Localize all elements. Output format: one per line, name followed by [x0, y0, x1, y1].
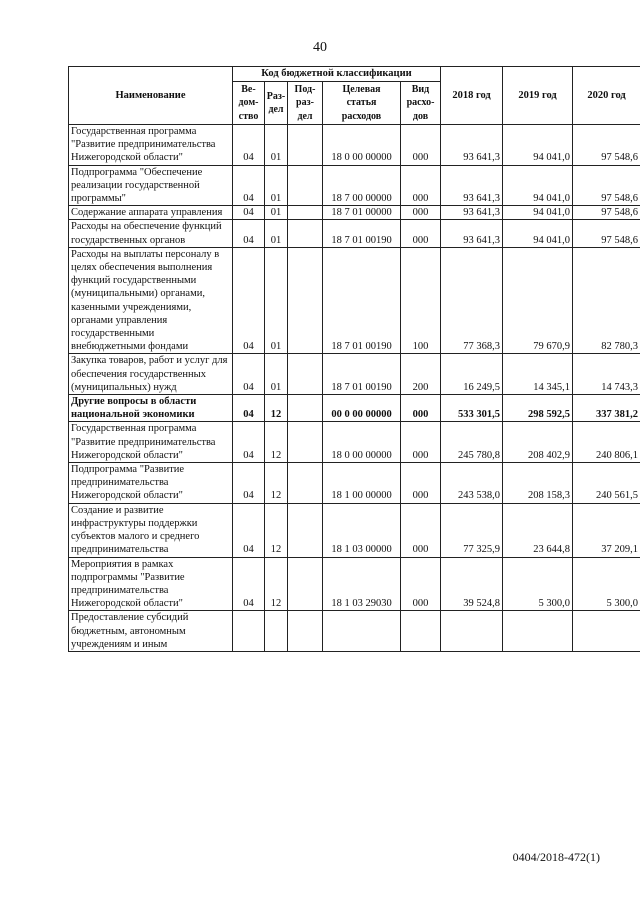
row-razdel: 01: [265, 125, 288, 166]
row-razdel: 12: [265, 503, 288, 557]
row-celevaya-statya: 18 7 01 00190: [323, 220, 401, 247]
row-vid-rashodov: 000: [401, 220, 441, 247]
row-vedomstvo: 04: [233, 125, 265, 166]
row-value-2020: 5 300,0: [573, 557, 640, 611]
row-value-2020: 337 381,2: [573, 395, 640, 422]
row-vid-rashodov: 000: [401, 125, 441, 166]
row-value-2019: 14 345,1: [503, 354, 573, 395]
row-value-2020: 97 548,6: [573, 220, 640, 247]
row-razdel: 01: [265, 354, 288, 395]
row-celevaya-statya: 18 0 00 00000: [323, 422, 401, 463]
table-row: [69, 611, 640, 652]
row-value-2020: 37 209,1: [573, 503, 640, 557]
row-celevaya-statya: 18 0 00 00000: [323, 125, 401, 166]
row-name: Содержание аппарата управления: [69, 206, 233, 220]
row-celevaya-statya: 18 7 01 00190: [323, 354, 401, 395]
row-value-2020: 14 743,3: [573, 354, 640, 395]
row-value-2018: 533 301,5: [441, 395, 503, 422]
row-value-2019: 79 670,9: [503, 247, 573, 354]
row-value-2020: 82 780,3: [573, 247, 640, 354]
table-row: [69, 395, 640, 422]
row-value-2020: 97 548,6: [573, 206, 640, 220]
header-razdel: Раз- дел: [265, 82, 288, 125]
row-podrazdel: [288, 422, 323, 463]
table-row: [69, 165, 640, 206]
table-row: [69, 220, 640, 247]
row-vedomstvo: 04: [233, 220, 265, 247]
table-row: [69, 247, 640, 354]
row-name: Подпрограмма "Обеспечение реализации государственной программы": [69, 165, 233, 206]
row-value-2019: 94 041,0: [503, 125, 573, 166]
document-code: 0404/2018-472(1): [512, 850, 600, 864]
row-vid-rashodov: 000: [401, 463, 441, 504]
row-razdel: [265, 611, 288, 652]
row-value-2018: 77 368,3: [441, 247, 503, 354]
row-podrazdel: [288, 165, 323, 206]
row-value-2019: 208 402,9: [503, 422, 573, 463]
row-value-2020: [573, 611, 640, 652]
row-value-2019: 94 041,0: [503, 220, 573, 247]
row-podrazdel: [288, 611, 323, 652]
row-value-2020: 240 806,1: [573, 422, 640, 463]
row-value-2018: 93 641,3: [441, 165, 503, 206]
row-podrazdel: [288, 503, 323, 557]
table-row: [69, 557, 640, 611]
row-celevaya-statya: 18 1 00 00000: [323, 463, 401, 504]
budget-table: [68, 66, 640, 652]
row-vid-rashodov: 000: [401, 503, 441, 557]
row-podrazdel: [288, 125, 323, 166]
row-vid-rashodov: 000: [401, 422, 441, 463]
row-vedomstvo: 04: [233, 463, 265, 504]
header-name: Наименование: [69, 67, 233, 125]
table-row: [69, 206, 640, 220]
row-value-2018: 93 641,3: [441, 206, 503, 220]
row-vid-rashodov: 000: [401, 395, 441, 422]
row-name: Подпрограмма "Развитие предпринимательства Нижегородской области": [69, 463, 233, 504]
row-razdel: 01: [265, 247, 288, 354]
row-value-2019: 298 592,5: [503, 395, 573, 422]
row-vid-rashodov: 200: [401, 354, 441, 395]
row-value-2019: 23 644,8: [503, 503, 573, 557]
row-podrazdel: [288, 395, 323, 422]
row-vid-rashodov: 000: [401, 206, 441, 220]
row-razdel: 01: [265, 206, 288, 220]
header-code-group: Код бюджетной классификации: [233, 67, 441, 82]
row-vedomstvo: 04: [233, 557, 265, 611]
row-vedomstvo: 04: [233, 354, 265, 395]
row-name: Расходы на обеспечение функций государственных органов: [69, 220, 233, 247]
row-value-2018: 16 249,5: [441, 354, 503, 395]
table-body: [69, 125, 640, 652]
row-vedomstvo: 04: [233, 206, 265, 220]
table-row: [69, 422, 640, 463]
row-vid-rashodov: 000: [401, 557, 441, 611]
row-podrazdel: [288, 247, 323, 354]
page-number: 40: [313, 40, 327, 55]
row-value-2019: [503, 611, 573, 652]
row-razdel: 12: [265, 422, 288, 463]
table-row: [69, 125, 640, 166]
row-celevaya-statya: 18 7 00 00000: [323, 165, 401, 206]
row-value-2019: 94 041,0: [503, 165, 573, 206]
row-podrazdel: [288, 557, 323, 611]
row-vedomstvo: 04: [233, 503, 265, 557]
row-podrazdel: [288, 220, 323, 247]
row-celevaya-statya: [323, 611, 401, 652]
row-value-2018: 93 641,3: [441, 220, 503, 247]
row-name: Предоставление субсидий бюджетным, автономным учреждениям и иным: [69, 611, 233, 652]
row-name: Мероприятия в рамках подпрограммы "Развитие предпринимательства Нижегородской области": [69, 557, 233, 611]
row-value-2018: 243 538,0: [441, 463, 503, 504]
row-value-2018: 245 780,8: [441, 422, 503, 463]
row-value-2018: 39 524,8: [441, 557, 503, 611]
header-2019: 2019 год: [503, 67, 573, 125]
row-vid-rashodov: 100: [401, 247, 441, 354]
row-celevaya-statya: 18 1 03 29030: [323, 557, 401, 611]
row-value-2018: 77 325,9: [441, 503, 503, 557]
row-vid-rashodov: [401, 611, 441, 652]
row-podrazdel: [288, 463, 323, 504]
row-razdel: 12: [265, 557, 288, 611]
row-celevaya-statya: 18 7 01 00000: [323, 206, 401, 220]
row-celevaya-statya: 00 0 00 00000: [323, 395, 401, 422]
row-value-2018: 93 641,3: [441, 125, 503, 166]
row-name: Создание и развитие инфраструктуры поддержки субъектов малого и среднего предпринимательства: [69, 503, 233, 557]
row-celevaya-statya: 18 1 03 00000: [323, 503, 401, 557]
row-value-2019: 208 158,3: [503, 463, 573, 504]
row-vedomstvo: [233, 611, 265, 652]
table-row: [69, 354, 640, 395]
row-name: Расходы на выплаты персоналу в целях обеспечения выполнения функций государственными (муниципальными) органами, казенными учреждениями, органами управления государственными внебюджетными фондами: [69, 247, 233, 354]
row-razdel: 12: [265, 463, 288, 504]
header-2020: 2020 год: [573, 67, 640, 125]
row-value-2018: [441, 611, 503, 652]
row-value-2020: 97 548,6: [573, 165, 640, 206]
row-razdel: 12: [265, 395, 288, 422]
header-celevaya-statya: Целевая статья расходов: [323, 82, 401, 125]
row-celevaya-statya: 18 7 01 00190: [323, 247, 401, 354]
row-value-2020: 240 561,5: [573, 463, 640, 504]
header-2018: 2018 год: [441, 67, 503, 125]
row-razdel: 01: [265, 165, 288, 206]
row-value-2019: 5 300,0: [503, 557, 573, 611]
row-podrazdel: [288, 354, 323, 395]
row-vedomstvo: 04: [233, 247, 265, 354]
table-row: [69, 463, 640, 504]
row-vedomstvo: 04: [233, 165, 265, 206]
row-value-2020: 97 548,6: [573, 125, 640, 166]
header-vedomstvo: Ве- дом- ство: [233, 82, 265, 125]
row-razdel: 01: [265, 220, 288, 247]
row-name: Государственная программа "Развитие предпринимательства Нижегородской области": [69, 125, 233, 166]
row-vedomstvo: 04: [233, 395, 265, 422]
row-value-2019: 94 041,0: [503, 206, 573, 220]
header-vid-rashodov: Вид расхо- дов: [401, 82, 441, 125]
row-name: Другие вопросы в области национальной экономики: [69, 395, 233, 422]
row-vedomstvo: 04: [233, 422, 265, 463]
row-vid-rashodov: 000: [401, 165, 441, 206]
row-name: Закупка товаров, работ и услуг для обеспечения государственных (муниципальных) нужд: [69, 354, 233, 395]
row-podrazdel: [288, 206, 323, 220]
table-row: [69, 503, 640, 557]
header-podrazdel: Под- раз- дел: [288, 82, 323, 125]
row-name: Государственная программа "Развитие предпринимательства Нижегородской области": [69, 422, 233, 463]
